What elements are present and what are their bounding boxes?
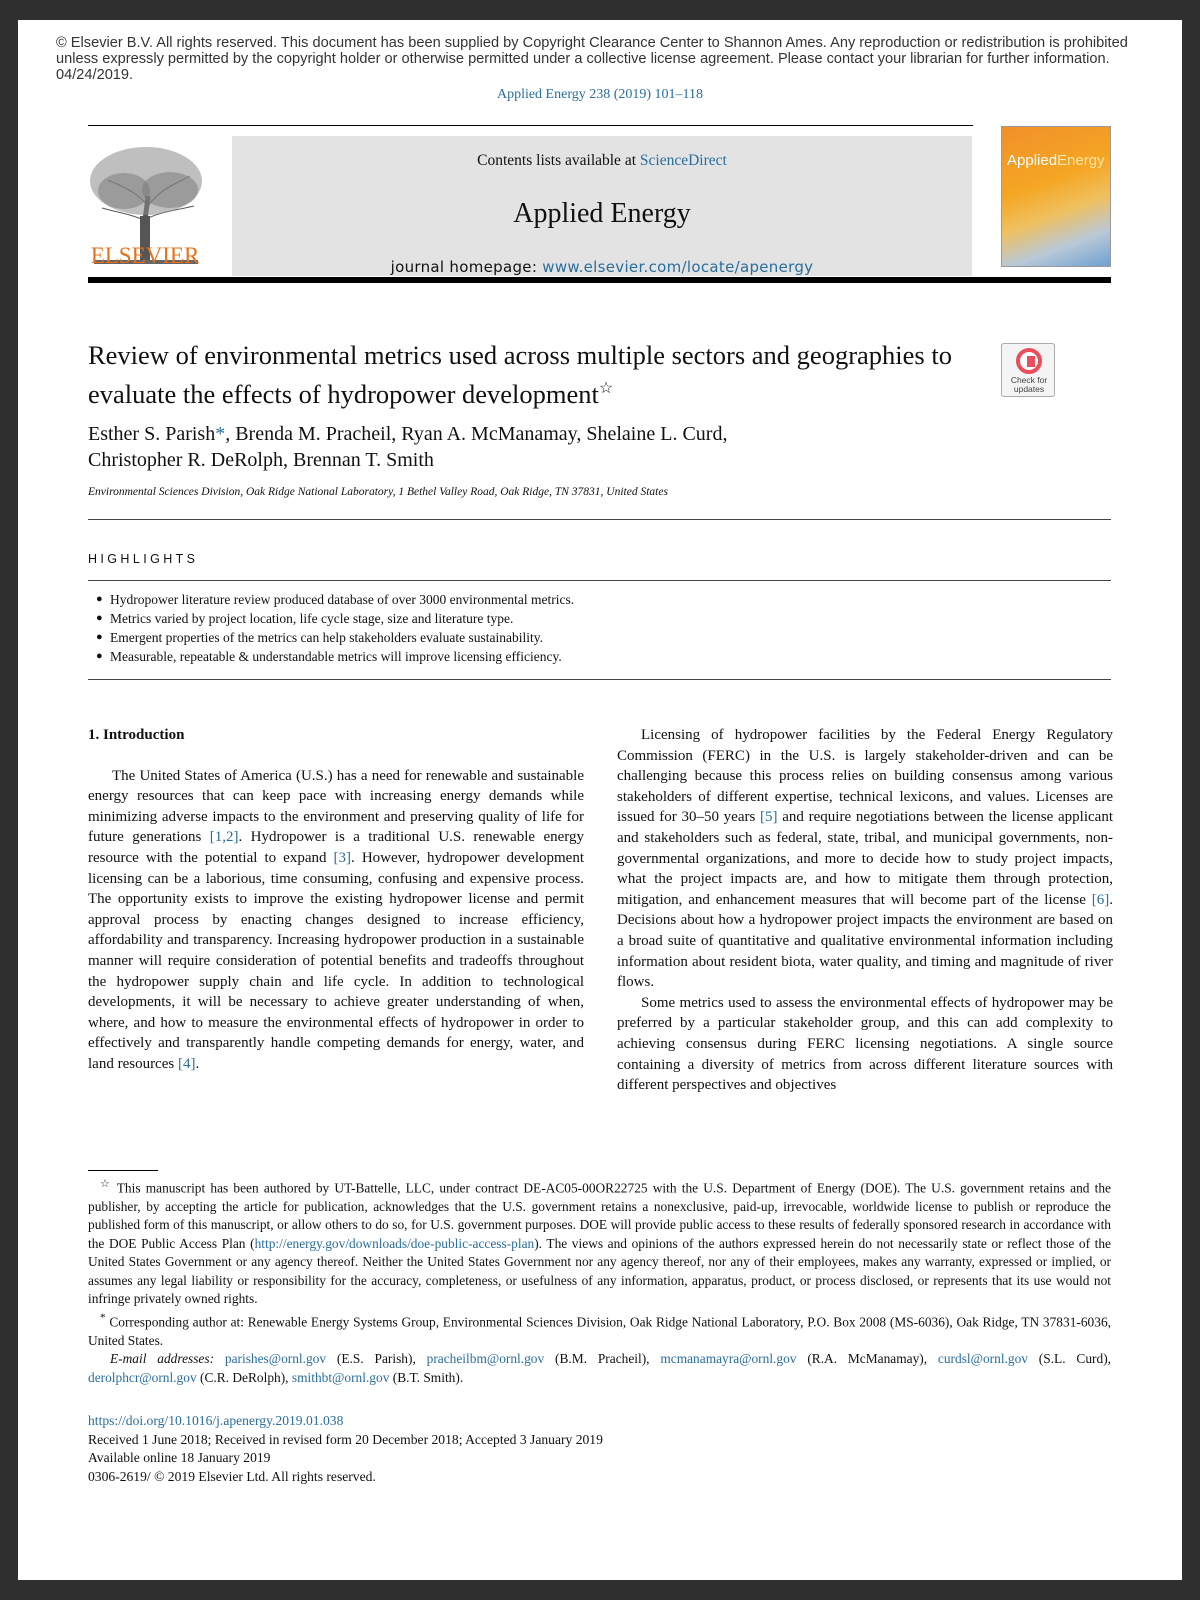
text-run: Licensing of hydropower facilities by the Federal Energy Regulatory Commission (FERC) in the U.S. is largely stakeholder-driven and can be challenging because this process relies on building consensus among various stakeholders of different expertise, technical lexicons, and values. Licenses are issued for 30–50 years xyxy=(617,727,1113,826)
email-label: E-mail addresses: xyxy=(110,1351,225,1367)
text-run: . Decisions about how a hydropower project impacts the environment are based on a broad suite of quantitative and qualitative environmental information including information about resident biota, water quality, and timing and magnitude of river flows. xyxy=(617,891,1113,991)
text-run: . However, hydropower development licensing can be a laborious, time consuming, confusing and expensive process. The opportunity exists to improve the existing hydropower license and permit approval process by enacting changes designed to increase efficiency, affordability and transparency. Increasing hydropower production in a sustainable manner will require consideration of potential benefits and tradeoffs throughout the hydropower supply chain and life cycle. In addition to technological developments, it will be necessary to achieve greater understanding of when, where, and how to measure the environmental effects of hydropower in order to effectively and transparently handle competing demands for energy, water, and land resources xyxy=(88,849,584,1072)
publication-history: Received 1 June 2018; Received in revised form 20 December 2018; Accepted 3 January 2019 xyxy=(88,1431,603,1447)
publication-info xyxy=(88,1412,1111,1486)
text-run: . Hydropower is a traditional U.S. renewable energy resource with the potential to expand xyxy=(88,829,584,866)
affiliation: Environmental Sciences Division, Oak Ridge National Laboratory, 1 Bethel Valley Road, Oak Ridge, TN 37831, United States xyxy=(88,486,668,498)
badge-line2: updates xyxy=(1013,384,1045,394)
text-run: ). The views and opinions of the authors expressed herein do not necessarily state or reflect those of the United States Government or any agency thereof. Neither the United States Government nor any agency thereof, nor any of their employees, makes any warranty, expressed or implied, or assumes any legal liability or responsibility for the accuracy, completeness, or usefulness of any information, apparatus, product, or process disclosed, or represents that its use would not infringe privately owned rights. xyxy=(88,1235,1111,1307)
intro-paragraph-2 xyxy=(617,725,1113,993)
funding-footnote xyxy=(88,1175,1111,1309)
article-title-text: Review of environmental metrics used across multiple sectors and geographies to evaluate the effects of hydropower development xyxy=(88,340,952,409)
highlights-top-rule xyxy=(88,580,1111,581)
footnote-mark: ☆ xyxy=(100,1178,112,1190)
authors-line1 xyxy=(88,421,988,447)
reference-link[interactable]: [5] xyxy=(760,809,778,826)
intro-paragraph-1 xyxy=(88,766,584,1075)
check-for-updates-badge[interactable] xyxy=(1001,343,1055,397)
check-updates-icon xyxy=(1016,348,1042,374)
badge-line1: Check for xyxy=(1010,375,1048,385)
authors-rest: , Brenda M. Pracheil, Ryan A. McManamay, Shelaine L. Curd, xyxy=(225,423,728,445)
affiliation-rule xyxy=(88,519,1111,520)
article-first-page xyxy=(18,20,1182,1580)
journal-homepage-link[interactable]: www.elsevier.com/locate/apenergy xyxy=(542,258,814,276)
reference-link[interactable]: [3] xyxy=(333,849,352,866)
contents-line xyxy=(232,152,972,170)
section-heading-introduction: 1. Introduction xyxy=(88,727,185,743)
author-list xyxy=(88,421,988,473)
journal-name: Applied Energy xyxy=(513,198,691,229)
text-run: Corresponding author at: Renewable Energy Systems Group, Environmental Sciences Division, Oak Ridge National Laboratory, P.O. Box 2008 (MS-6036), Oak Ridge, TN 37831-6036, United States. xyxy=(88,1314,1111,1348)
cover-title xyxy=(1007,152,1105,169)
text-run: and require negotiations between the license applicant and stakeholders such as federal, state, tribal, and municipal governments, non-governmental organizations, and more to decide how to study project impacts, what the project impacts are, and how to mitigate them through protection, mitigation, and enhancement measures that will become part of the license xyxy=(617,809,1114,908)
highlight-item: ● Measurable, repeatable & understandable metrics will improve licensing efficiency. xyxy=(96,647,1096,666)
footnote-mark: * xyxy=(100,1311,106,1324)
highlight-item: ● Hydropower literature review produced database of over 3000 environmental metrics. xyxy=(96,590,1096,609)
journal-citation[interactable]: Applied Energy 238 (2019) 101–118 xyxy=(496,87,704,102)
email-owner: (C.R. DeRolph), xyxy=(196,1369,292,1385)
masthead-thick-rule xyxy=(88,277,1111,283)
copyright-notice: © Elsevier B.V. All rights reserved. This document has been supplied by Copyright Clearance Center to Shannon Ames. Any reproduction or redistribution is prohibited unless expressly permitted by the copyright holder or otherwise permitted under a collective license agreement. Please contact your librarian for further information. 04/24/2019. xyxy=(56,35,1128,83)
email-link[interactable]: curdsl@ornl.gov xyxy=(937,1351,1028,1367)
available-online: Available online 18 January 2019 xyxy=(88,1450,271,1465)
reference-link[interactable]: [1,2] xyxy=(209,829,239,846)
text-run: The United States of America (U.S.) has a need for renewable and sustainable energy resources that can keep pace with increasing energy demands while minimizing adverse impacts to the environment and preserving quality of life for future generations xyxy=(88,767,584,846)
journal-masthead xyxy=(232,136,972,276)
highlight-item: ● Metrics varied by project location, life cycle stage, size and literature type. xyxy=(96,609,1096,628)
email-link[interactable]: pracheilbm@ornl.gov xyxy=(426,1351,545,1367)
footnote-rule xyxy=(88,1170,158,1171)
page-frame xyxy=(18,20,1182,1580)
highlight-item: ● Emergent properties of the metrics can help stakeholders evaluate sustainability. xyxy=(96,628,1096,647)
homepage-prefix: journal homepage: xyxy=(390,258,543,276)
corresponding-author-footnote xyxy=(88,1309,1111,1350)
intro-paragraph-3: Some metrics used to assess the environmental effects of hydropower may be preferred by a particular stakeholder group, and this can add complexity to achieving consensus during FERC licensing negotiations. A single source containing a diversity of metrics from across different literature sources with different perspectives and objectives xyxy=(617,994,1113,1094)
email-addresses xyxy=(88,1350,1111,1387)
homepage-line xyxy=(232,258,972,276)
email-owner: (B.T. Smith). xyxy=(389,1369,464,1385)
sciencedirect-link[interactable]: ScienceDirect xyxy=(639,152,727,169)
cover-title-a: Applied xyxy=(1007,152,1058,169)
email-owner: (B.M. Pracheil), xyxy=(544,1351,661,1367)
article-title xyxy=(88,338,968,411)
email-link[interactable]: parishes@ornl.gov xyxy=(224,1351,327,1367)
body-column-left xyxy=(88,725,584,1075)
email-owner: (E.S. Parish), xyxy=(326,1351,427,1367)
badge-text xyxy=(1002,376,1056,394)
author-first: Esther S. Parish xyxy=(88,423,216,445)
body-column-right xyxy=(617,725,1113,1096)
email-link[interactable]: smithbt@ornl.gov xyxy=(291,1369,390,1385)
contents-prefix: Contents lists available at xyxy=(477,152,640,169)
title-footnote-mark[interactable]: ☆ xyxy=(598,380,614,397)
header-rule xyxy=(88,125,973,126)
corresponding-author-mark[interactable]: * xyxy=(215,423,226,445)
reference-link[interactable]: [6] xyxy=(1091,891,1110,908)
authors-line2: Christopher R. DeRolph, Brennan T. Smith xyxy=(88,449,434,471)
highlights-list xyxy=(96,590,1096,666)
email-link[interactable]: mcmanamayra@ornl.gov xyxy=(660,1351,797,1367)
doi-link[interactable]: https://doi.org/10.1016/j.apenergy.2019.01.038 xyxy=(88,1413,344,1428)
journal-cover-thumbnail[interactable] xyxy=(1001,126,1111,267)
elsevier-wordmark: ELSEVIER xyxy=(90,243,200,268)
email-link[interactable]: derolphcr@ornl.gov xyxy=(88,1369,197,1385)
footnotes xyxy=(88,1175,1111,1387)
highlights-heading: HIGHLIGHTS xyxy=(88,552,199,566)
text-run: This manuscript has been authored by UT-Battelle, LLC, under contract DE-AC05-00OR22725 with the U.S. Department of Energy (DOE). The U.S. government retains and the publisher, by accepting the article for publication, acknowledges that the U.S. government retains a nonexclusive, paid-up, irrevocable, worldwide license to publish or reproduce the published form of this manuscript, or allow others to do so, for U.S. government purposes. DOE will provide public access to these results of federally sponsored research in accordance with the DOE Public Access Plan ( xyxy=(88,1180,1111,1251)
doe-public-access-link[interactable]: http://energy.gov/downloads/doe-public-access-plan xyxy=(254,1235,535,1251)
email-owner: (R.A. McManamay), xyxy=(796,1351,938,1367)
cover-title-b: Energy xyxy=(1057,152,1105,169)
email-owner: (S.L. Curd), xyxy=(1027,1351,1111,1367)
highlights-bottom-rule xyxy=(88,679,1111,680)
issn-copyright: 0306-2619/ © 2019 Elsevier Ltd. All rights reserved. xyxy=(88,1468,376,1484)
reference-link[interactable]: [4] xyxy=(177,1055,196,1072)
text-run: . xyxy=(195,1055,200,1072)
